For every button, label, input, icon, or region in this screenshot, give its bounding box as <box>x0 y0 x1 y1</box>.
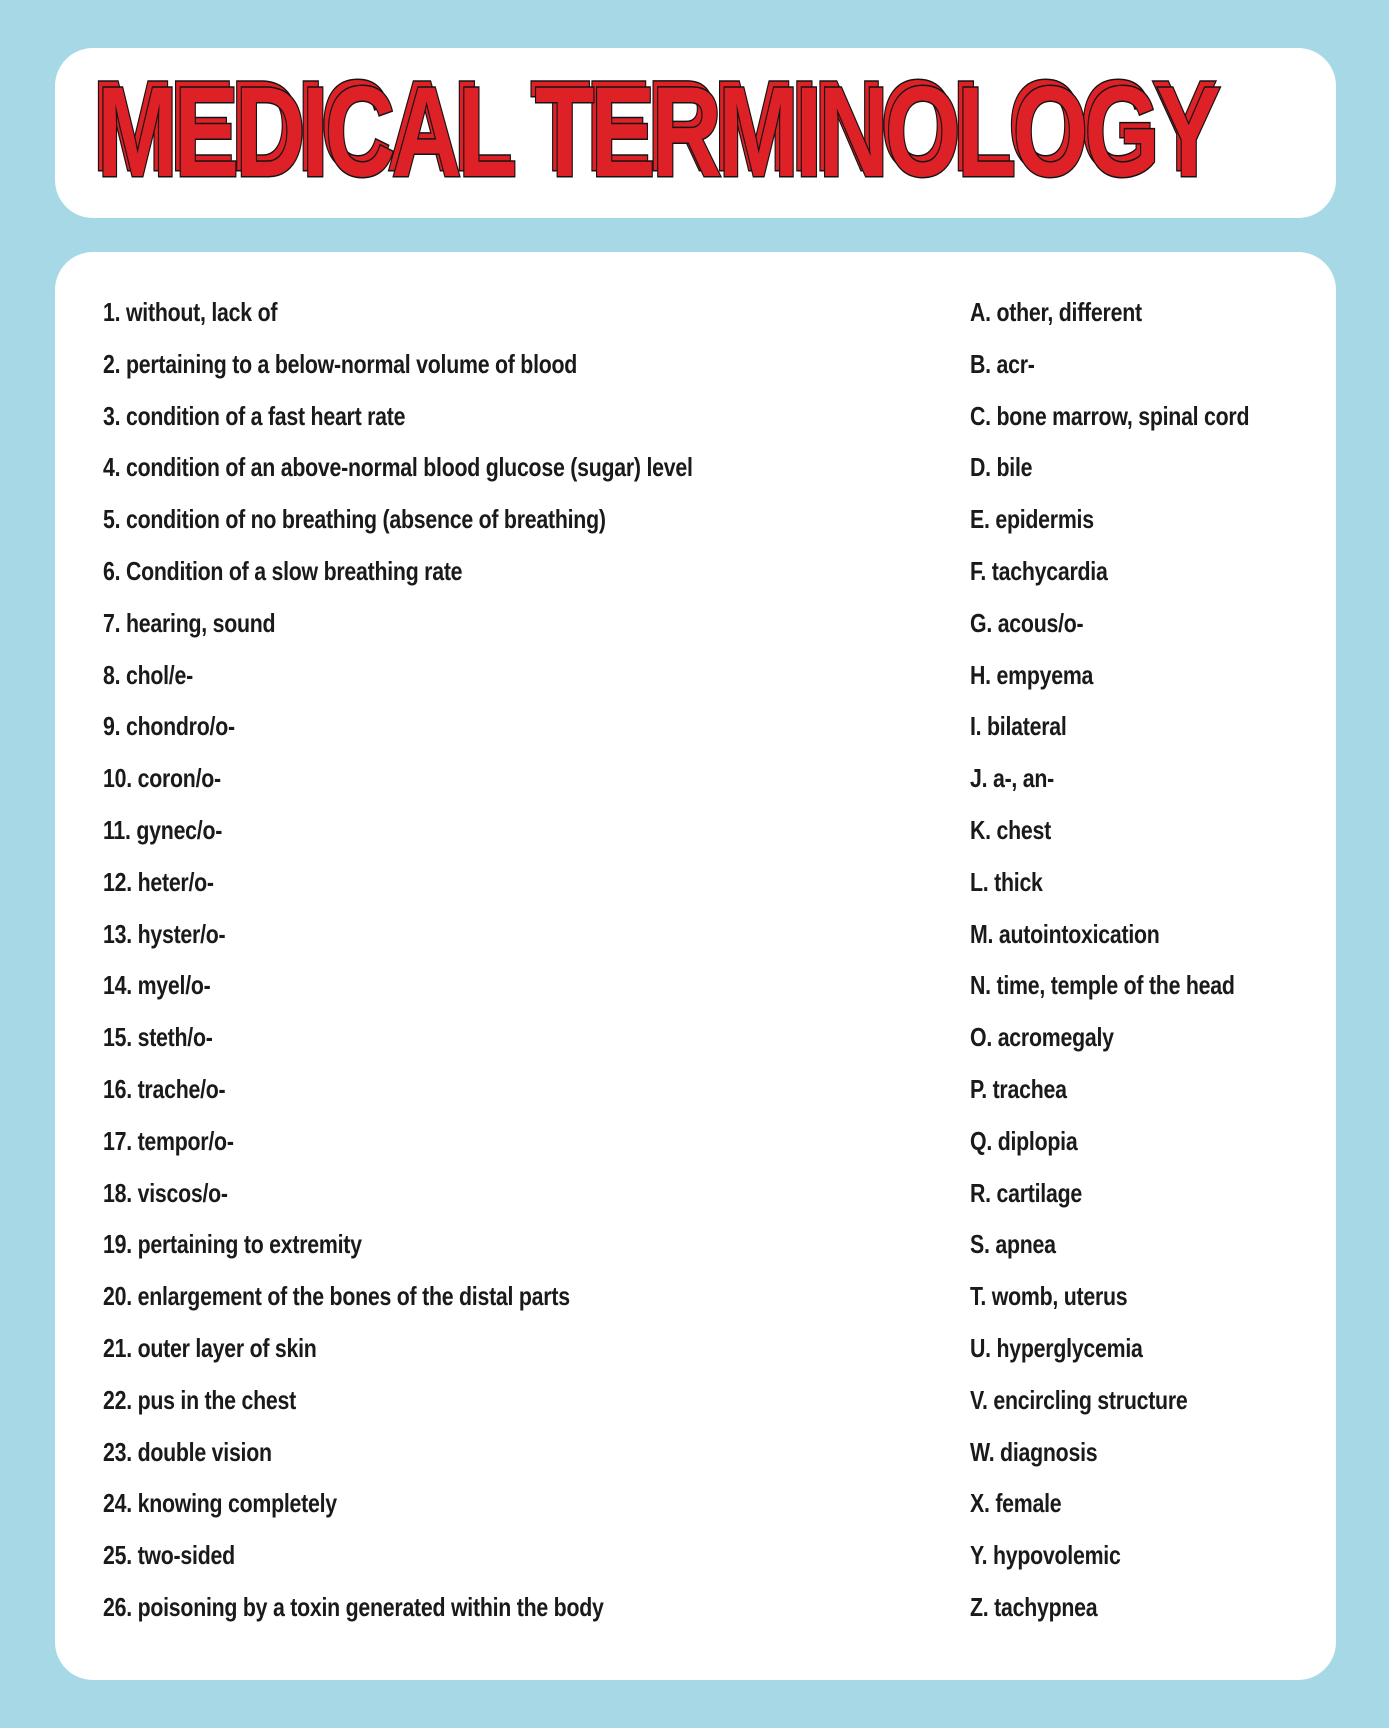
definition-item-label: 19. pertaining to extremity <box>103 1229 362 1260</box>
answer-item <box>970 1219 1311 1271</box>
definition-item-label: 12. heter/o- <box>103 866 214 897</box>
definition-item-label: 5. condition of no breathing (absence of breathing) <box>103 504 606 535</box>
definition-item-label: 14. myel/o- <box>103 970 211 1001</box>
definition-item <box>103 1478 822 1530</box>
definition-item-label: 22. pus in the chest <box>103 1384 296 1415</box>
answer-item <box>970 598 1311 650</box>
definition-item-label: 23. double vision <box>103 1436 272 1467</box>
definition-item <box>103 753 822 805</box>
definition-item <box>103 442 822 494</box>
answer-item-label: L. thick <box>970 866 1043 897</box>
answer-item-label: Q. diplopia <box>970 1125 1078 1156</box>
answer-item-label: A. other, different <box>970 297 1142 327</box>
answer-item-label: J. a-, an- <box>970 763 1055 794</box>
definition-item <box>103 1323 822 1375</box>
definition-item <box>103 339 822 391</box>
definition-item <box>103 546 822 598</box>
answer-item-label: C. bone marrow, spinal cord <box>970 400 1250 431</box>
definition-item <box>103 391 822 443</box>
definition-item-label: 7. hearing, sound <box>103 607 276 638</box>
answer-item <box>970 1582 1311 1634</box>
answer-item-label: M. autointoxication <box>970 918 1160 949</box>
answer-item-label: N. time, temple of the head <box>970 970 1235 1001</box>
answer-item <box>970 909 1311 961</box>
definition-item <box>103 1168 822 1220</box>
answer-item-label: W. diagnosis <box>970 1436 1098 1467</box>
definition-item-label: 11. gynec/o- <box>103 814 223 845</box>
answers-column <box>970 287 1311 1634</box>
worksheet-card <box>55 252 1336 1680</box>
answer-item <box>970 1012 1311 1064</box>
definitions-column <box>103 287 822 1634</box>
answer-item-label: D. bile <box>970 452 1033 483</box>
definition-item <box>103 1271 822 1323</box>
answer-item-label: I. bilateral <box>970 711 1067 742</box>
answer-item <box>970 1323 1311 1375</box>
answer-item <box>970 650 1311 702</box>
definition-item <box>103 960 822 1012</box>
answer-item <box>970 1271 1311 1323</box>
definition-item <box>103 1219 822 1271</box>
answer-item <box>970 339 1311 391</box>
definition-item-label: 25. two-sided <box>103 1540 235 1571</box>
answer-item-label: R. cartilage <box>970 1177 1082 1208</box>
answer-item <box>970 391 1311 443</box>
definition-item-label: 15. steth/o- <box>103 1022 213 1053</box>
answer-item-label: X. female <box>970 1488 1062 1519</box>
answer-item <box>970 494 1311 546</box>
answer-item-label: K. chest <box>970 814 1051 845</box>
answer-item-label: F. tachycardia <box>970 555 1108 586</box>
answer-item <box>970 287 1311 339</box>
answer-item <box>970 1064 1311 1116</box>
definition-item <box>103 909 822 961</box>
definition-item-label: 13. hyster/o- <box>103 918 226 949</box>
answer-item-label: G. acous/o- <box>970 607 1084 638</box>
answer-item <box>970 1375 1311 1427</box>
definition-item <box>103 1012 822 1064</box>
answer-item-label: S. apnea <box>970 1229 1056 1260</box>
answer-item-label: V. encircling structure <box>970 1384 1188 1415</box>
definition-item-label: 24. knowing completely <box>103 1488 337 1519</box>
answer-item-label: P. trachea <box>970 1073 1067 1104</box>
answer-item-label: Y. hypovolemic <box>970 1540 1121 1571</box>
answer-item-label: E. epidermis <box>970 504 1094 535</box>
definition-item-label: 10. coron/o- <box>103 763 221 794</box>
answer-item-label: T. womb, uterus <box>970 1281 1128 1312</box>
answer-item <box>970 546 1311 598</box>
answer-item <box>970 442 1311 494</box>
definition-item-label: 26. poisoning by a toxin generated within the body <box>103 1591 604 1622</box>
definition-item-label: 21. outer layer of skin <box>103 1332 317 1363</box>
answer-item <box>970 753 1311 805</box>
definition-item-label: 2. pertaining to a below-normal volume of blood <box>103 348 578 379</box>
answer-item <box>970 1168 1311 1220</box>
definition-item-label: 6. Condition of a slow breathing rate <box>103 555 463 586</box>
title-card <box>55 48 1336 218</box>
answer-item-label: H. empyema <box>970 659 1094 690</box>
definition-item-label: 16. trache/o- <box>103 1073 226 1104</box>
definition-item <box>103 1582 822 1634</box>
definition-item <box>103 857 822 909</box>
definition-item <box>103 494 822 546</box>
answer-item <box>970 1530 1311 1582</box>
answer-item-label: Z. tachypnea <box>970 1591 1098 1622</box>
answer-item-label: U. hyperglycemia <box>970 1332 1143 1363</box>
definition-item-label: 9. chondro/o- <box>103 711 235 742</box>
answer-item <box>970 857 1311 909</box>
definition-item <box>103 1427 822 1479</box>
page-title-text: MEDICAL TERMINOLOGY MEDICAL TERMINOLOGY <box>97 69 1217 197</box>
answer-item-label: B. acr- <box>970 348 1035 379</box>
definition-item <box>103 701 822 753</box>
definition-item <box>103 598 822 650</box>
definition-item-label: 8. chol/e- <box>103 659 193 690</box>
definition-item <box>103 287 822 339</box>
definition-item-label: 1. without, lack of <box>103 297 278 327</box>
answer-item <box>970 1478 1311 1530</box>
definition-item-label: 4. condition of an above-normal blood glucose (sugar) level <box>103 452 693 483</box>
answer-item <box>970 960 1311 1012</box>
definition-item <box>103 805 822 857</box>
definition-item <box>103 1530 822 1582</box>
definition-item-label: 18. viscos/o- <box>103 1177 228 1208</box>
definition-item <box>103 1116 822 1168</box>
definition-item <box>103 650 822 702</box>
answer-item <box>970 1116 1311 1168</box>
definition-item-label: 20. enlargement of the bones of the distal parts <box>103 1281 570 1312</box>
definition-item <box>103 1064 822 1116</box>
definition-item-label: 3. condition of a fast heart rate <box>103 400 406 431</box>
answer-item <box>970 805 1311 857</box>
definition-item-label: 17. tempor/o- <box>103 1125 234 1156</box>
answer-item <box>970 1427 1311 1479</box>
answer-item <box>970 701 1311 753</box>
definition-item <box>103 1375 822 1427</box>
answer-item-label: O. acromegaly <box>970 1022 1114 1053</box>
